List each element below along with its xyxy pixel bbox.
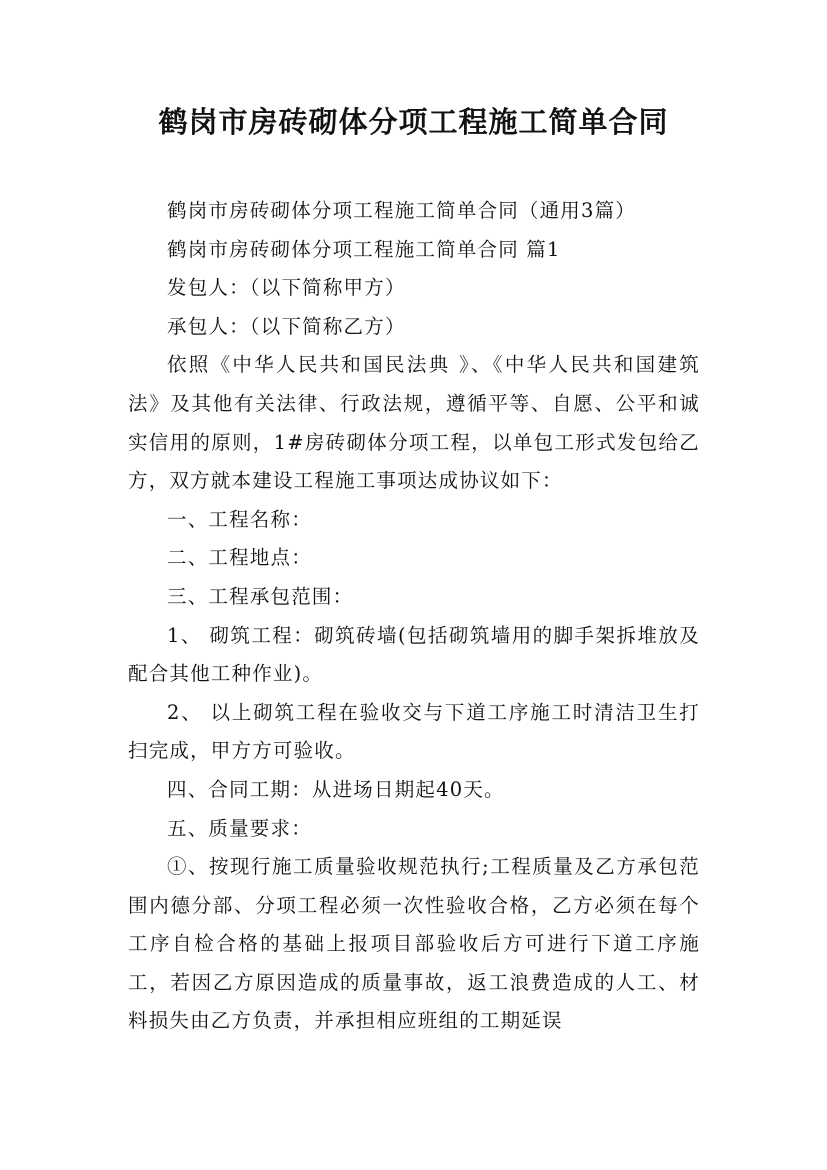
- paragraph-quality-item-1: ①、按现行施工质量验收规范执行;工程质量及乙方承包范围内德分部、分项工程必须一次性验收合格，乙方必须在每个工序自检合格的基础上报项目部验收后方可进行下道工序施工，若因乙方原因造成的质量事故，返工浪费造成的人工、材料损失由乙方负责，并承担相应班组的工期延误: [128, 855, 700, 1033]
- paragraph-preamble: 依照《中华人民共和国民法典 》、《中华人民共和国建筑法》及其他有关法律、行政法规，遵循平等、自愿、公平和诚实信用的原则，1#房砖砌体分项工程，以单包工形式发包给乙方，双方就本建设工程施工事项达成协议如下：: [128, 353, 700, 493]
- paragraph-scope-item-2: 2、 以上砌筑工程在验收交与下道工序施工时清洁卫生打扫完成，甲方方可验收。: [128, 700, 700, 763]
- paragraph-employer: 发包人：（以下简称甲方）: [167, 276, 406, 300]
- paragraph-duration: 四、合同工期：从进场日期起40天。: [167, 777, 505, 801]
- paragraph-project-location: 二、工程地点：: [167, 546, 312, 570]
- paragraph-quality-heading: 五、质量要求：: [167, 816, 312, 840]
- paragraph-subtitle: 鹤岗市房砖砌体分项工程施工简单合同（通用3篇）: [167, 199, 637, 222]
- paragraph-contractor: 承包人：（以下简称乙方）: [167, 314, 406, 338]
- document-title: 鹤岗市房砖砌体分项工程施工简单合同: [158, 105, 669, 139]
- paragraph-scope-item-1: 1、 砌筑工程：砌筑砖墙(包括砌筑墙用的脚手架拆堆放及配合其他工种作业)。: [128, 623, 700, 686]
- document-body: [128, 192, 700, 1041]
- paragraph-section-heading: 鹤岗市房砖砌体分项工程施工简单合同 篇1: [167, 237, 561, 261]
- paragraph-scope-heading: 三、工程承包范围：: [167, 584, 354, 608]
- paragraph-project-name: 一、工程名称：: [167, 507, 312, 531]
